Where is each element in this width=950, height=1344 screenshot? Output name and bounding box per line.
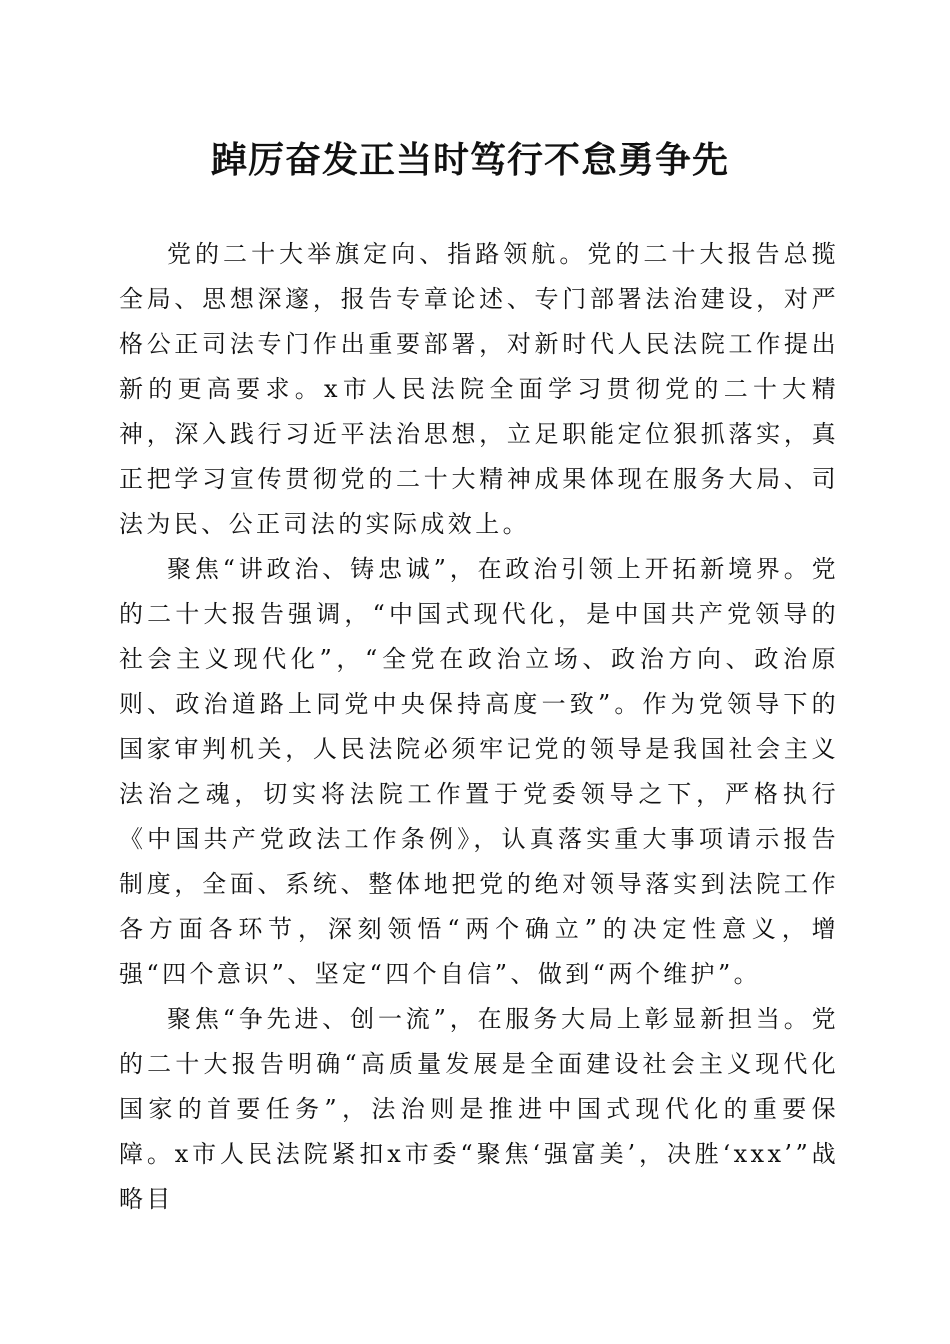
paragraph-1: 党的二十大举旗定向、指路领航。党的二十大报告总揽全局、思想深邃，报告专章论述、专门部署法治建设，对严格公正司法专门作出重要部署，对新时代人民法院工作提出新的更高要求。x市人民法院全面学习贯彻党的二十大精神，深入践行习近平法治思想，立足职能定位狠抓落实，真正把学习宣传贯彻党的二十大精神成果体现在服务大局、司法为民、公正司法的实际成效上。 xyxy=(119,240,839,538)
document-body xyxy=(119,232,839,1222)
paragraph-2: 聚焦“讲政治、铸忠诚”，在政治引领上开拓新境界。党的二十大报告强调，“中国式现代化，是中国共产党领导的社会主义现代化”，“全党在政治立场、政治方向、政治原则、政治道路上同党中央保持高度一致”。作为党领导下的国家审判机关，人民法院必须牢记党的领导是我国社会主义法治之魂，切实将法院工作置于党委领导之下，严格执行《中国共产党政法工作条例》，认真落实重大事项请示报告制度，全面、系统、整体地把党的绝对领导落实到法院工作各方面各环节，深刻领悟“两个确立”的决定性意义，增强“四个意识”、坚定“四个自信”、做到“两个维护”。 xyxy=(119,555,839,988)
document-title: 踔厉奋发正当时笃行不怠勇争先 xyxy=(210,139,729,181)
paragraph-3: 聚焦“争先进、创一流”，在服务大局上彰显新担当。党的二十大报告明确“高质量发展是全面建设社会主义现代化国家的首要任务”，法治则是推进中国式现代化的重要保障。x市人民法院紧扣x市委“聚焦‘强富美’，决胜‘xxx’”战略目 xyxy=(119,1005,839,1213)
